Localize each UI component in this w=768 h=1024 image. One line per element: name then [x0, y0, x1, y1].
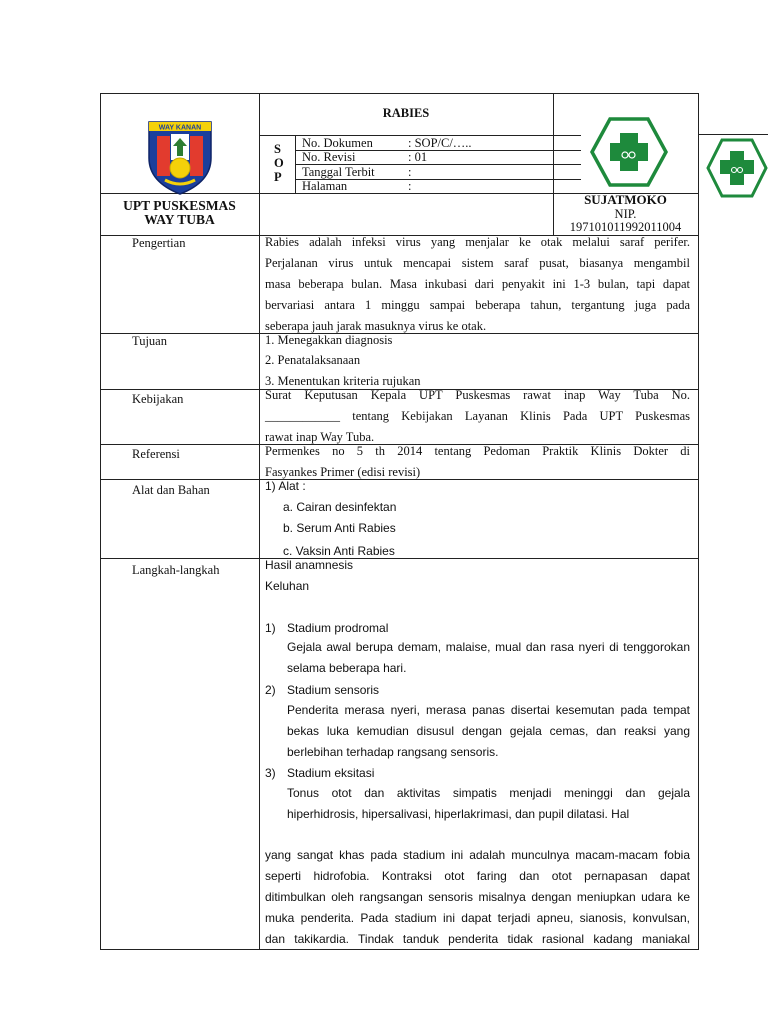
- continuation-line: seperti hidrofobia. Kontraksi otot faring dan otot pernapasan dapat: [265, 869, 690, 883]
- way-kanan-logo: [145, 118, 215, 196]
- stage-number: 2): [265, 683, 276, 697]
- pengertian-line: masa beberapa bulan. Masa inkubasi dari penyakit ini 1-3 bulan, tapi dapat: [265, 277, 690, 291]
- meta-value-revisi: : 01: [408, 150, 428, 164]
- tujuan-item: 1. Menegakkan diagnosis: [265, 333, 393, 347]
- stage-line: selama beberapa hari.: [287, 661, 407, 675]
- kebijakan-line: ____________ tentang Kebijakan Layanan Klinis Pada UPT Puskesmas: [265, 409, 690, 423]
- document-title: RABIES: [382, 106, 430, 120]
- pengertian-line: Rabies adalah infeksi virus yang menjalar ke otak melalui saraf perifer.: [265, 235, 690, 249]
- sop-letter-p: P: [274, 170, 282, 184]
- sop-letter-o: O: [274, 156, 284, 170]
- pengertian-line: seberapa jauh jarak masuknya virus ke otak.: [265, 319, 487, 333]
- kebijakan-line: rawat inap Way Tuba.: [265, 430, 375, 444]
- meta-value-halaman: :: [408, 179, 412, 193]
- alat-heading: 1) Alat :: [265, 479, 306, 493]
- org-name-line1: UPT PUSKESMAS: [123, 198, 236, 213]
- org-name-line2: WAY TUBA: [144, 212, 215, 227]
- content-kebijakan: [265, 385, 690, 448]
- label-alat: Alat dan Bahan: [132, 483, 210, 497]
- referensi-line: Permenkes no 5 th 2014 tentang Pedoman Praktik Klinis Dokter di: [265, 444, 690, 458]
- stage-number: 3): [265, 766, 276, 780]
- stage-text: [287, 783, 690, 825]
- stage-number: 1): [265, 621, 276, 635]
- stage-line: hiperhidrosis, hipersalivasi, hiperlakrimasi, dan pupil dilatasi. Hal: [287, 807, 630, 821]
- meta-label-revisi: No. Revisi: [302, 150, 356, 164]
- alat-item: a. Cairan desinfektan: [283, 500, 397, 514]
- continuation-line: ditimbulkan oleh rangsangan sensoris misalnya dengan meniupkan udara ke: [265, 890, 690, 904]
- meta-label-halaman: Halaman: [302, 179, 348, 193]
- content-pengertian: [265, 232, 690, 337]
- signer-nip-label: NIP.: [614, 207, 637, 221]
- stage-line: bekas luka kemudian disusul dengan gejala cemas, dan reaksi yang: [287, 724, 690, 738]
- tujuan-item: 3. Menentukan kriteria rujukan: [265, 374, 421, 388]
- stage-text: [287, 637, 690, 679]
- stage-text: [287, 700, 690, 763]
- signer-name: SUJATMOKO: [584, 192, 667, 207]
- logo-text: WAY KANAN: [158, 124, 202, 132]
- stage-title: Stadium prodromal: [287, 621, 389, 635]
- langkah-hasil: Hasil anamnesis: [265, 558, 354, 572]
- kebijakan-line: Surat Keputusan Kepala UPT Puskesmas rawat inap Way Tuba No.: [265, 388, 690, 402]
- content-referensi: [265, 441, 690, 483]
- label-pengertian: Pengertian: [132, 236, 186, 250]
- signer-nip: 197101011992011004: [569, 220, 682, 234]
- tujuan-item: 2. Penatalaksanaan: [265, 353, 361, 367]
- meta-value-terbit: :: [408, 165, 412, 179]
- meta-label-dokumen: No. Dokumen: [302, 136, 373, 150]
- label-referensi: Referensi: [132, 447, 180, 461]
- puskesmas-logo-secondary: [706, 138, 768, 198]
- puskesmas-logo: [590, 117, 668, 187]
- continuation-line: muka penderita. Pada stadium ini dapat terjadi apneu, sianosis, konvulsan,: [265, 911, 690, 925]
- stage-line: Gejala awal berupa demam, malaise, mual dan rasa nyeri di tenggorokan: [287, 640, 690, 654]
- continuation-line: dan takikardia. Tindak tanduk penderita tidak rasional kadang maniakal: [265, 932, 690, 946]
- pengertian-line: Perjalanan virus untuk mencapai sistem saraf pusat, biasanya mengambil: [265, 256, 690, 270]
- meta-label-terbit: Tanggal Terbit: [302, 165, 375, 179]
- meta-value-dokumen: : SOP/C/…..: [408, 136, 472, 150]
- label-kebijakan: Kebijakan: [132, 392, 184, 406]
- alat-item: c. Vaksin Anti Rabies: [283, 544, 395, 558]
- continuation-line: yang sangat khas pada stadium ini adalah munculnya macam-macam fobia: [265, 848, 690, 862]
- stage-line: Penderita merasa nyeri, merasa panas disertai kesemutan pada tempat: [287, 703, 690, 717]
- alat-item: b. Serum Anti Rabies: [283, 521, 396, 535]
- stage-title: Stadium sensoris: [287, 683, 380, 697]
- pengertian-line: bervariasi antara 1 minggu sampai beberapa tahun, tergantung juga pada: [265, 298, 690, 312]
- stage-title: Stadium eksitasi: [287, 766, 375, 780]
- langkah-continuation: [265, 845, 690, 950]
- stage-line: Tonus otot dan aktivitas simpatis menjadi meninggi dan gejala: [287, 786, 690, 800]
- label-tujuan: Tujuan: [132, 334, 167, 348]
- referensi-line: Fasyankes Primer (edisi revisi): [265, 465, 421, 479]
- sop-letter-s: S: [274, 142, 281, 156]
- stage-line: berlebihan terhadap rangsang sensoris.: [287, 745, 499, 759]
- label-langkah: Langkah-langkah: [132, 563, 220, 577]
- langkah-keluhan: Keluhan: [265, 579, 310, 593]
